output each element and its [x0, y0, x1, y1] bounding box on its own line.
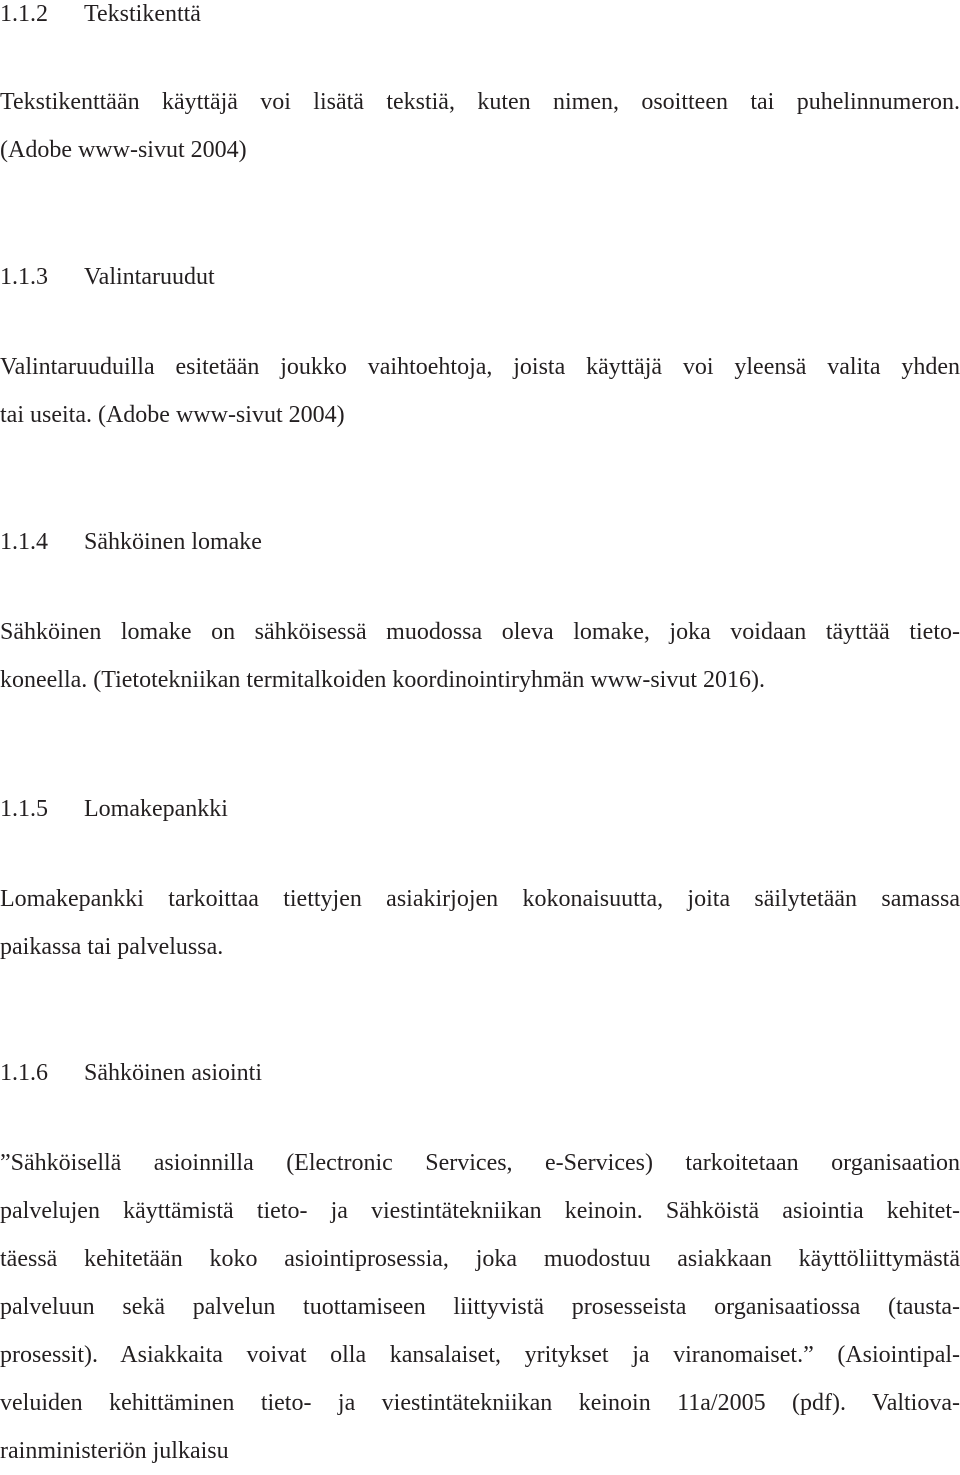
section-title: Valintaruudut — [84, 264, 215, 290]
section-title: Lomakepankki — [84, 796, 228, 822]
section-number: 1.1.5 — [0, 796, 48, 822]
paragraph-line: paikassa tai palvelussa. — [0, 934, 224, 960]
section-heading — [0, 528, 960, 556]
paragraph-line: veluiden kehittäminen tieto- ja viestintätekniikan keinoin 11a/2005 (pdf). Valtiova- — [0, 1390, 960, 1416]
paragraph-line: prosessit). Asiakkaita voivat olla kansalaiset, yritykset ja viranomaiset.” (Asiointipal- — [0, 1342, 960, 1368]
paragraph-line: täessä kehitetään koko asiointiprosessia, joka muodostuu asiakkaan käyttöliittymästä — [0, 1246, 960, 1272]
paragraph-line: Lomakepankki tarkoittaa tiettyjen asiakirjojen kokonaisuutta, joita säilytetään samassa — [0, 886, 960, 912]
section-number: 1.1.2 — [0, 1, 48, 27]
paragraph-line: palvelujen käyttämistä tieto- ja viestintätekniikan keinoin. Sähköistä asiointia kehitet- — [0, 1198, 960, 1224]
section-number: 1.1.4 — [0, 529, 48, 555]
paragraph-line: tai useita. (Adobe www-sivut 2004) — [0, 402, 345, 428]
section-1-1-4 — [0, 528, 960, 704]
paragraph-line: (Adobe www-sivut 2004) — [0, 137, 247, 163]
section-1-1-5 — [0, 795, 960, 971]
paragraph-line: Valintaruuduilla esitetään joukko vaihtoehtoja, joista käyttäjä voi yleensä valita yhden — [0, 354, 960, 380]
section-paragraph — [0, 875, 960, 971]
section-heading — [0, 263, 960, 291]
paragraph-line: palveluun sekä palvelun tuottamiseen liittyvistä prosesseista organisaatiossa (tausta- — [0, 1294, 960, 1320]
section-1-1-3 — [0, 263, 960, 439]
paragraph-line: Tekstikenttään käyttäjä voi lisätä tekstiä, kuten nimen, osoitteen tai puhelinnumeron. — [0, 89, 960, 115]
section-paragraph — [0, 1139, 960, 1475]
section-heading — [0, 795, 960, 823]
section-title: Tekstikenttä — [84, 1, 201, 27]
section-heading — [0, 1059, 960, 1087]
section-number: 1.1.3 — [0, 264, 48, 290]
section-1-1-6 — [0, 1059, 960, 1475]
section-1-1-2 — [0, 0, 960, 174]
paragraph-line: rainministeriön julkaisu — [0, 1438, 229, 1464]
section-title: Sähköinen asiointi — [84, 1060, 262, 1086]
section-paragraph — [0, 608, 960, 704]
paragraph-line: koneella. (Tietotekniikan termitalkoiden koordinointiryhmän www-sivut 2016). — [0, 667, 765, 693]
paragraph-line: Sähköinen lomake on sähköisessä muodossa oleva lomake, joka voidaan täyttää tieto- — [0, 619, 960, 645]
section-title: Sähköinen lomake — [84, 529, 262, 555]
paragraph-line: ”Sähköisellä asioinnilla (Electronic Services, e-Services) tarkoitetaan organisaation — [0, 1150, 960, 1176]
section-heading — [0, 0, 960, 28]
section-number: 1.1.6 — [0, 1060, 48, 1086]
section-paragraph — [0, 78, 960, 174]
section-paragraph — [0, 343, 960, 439]
